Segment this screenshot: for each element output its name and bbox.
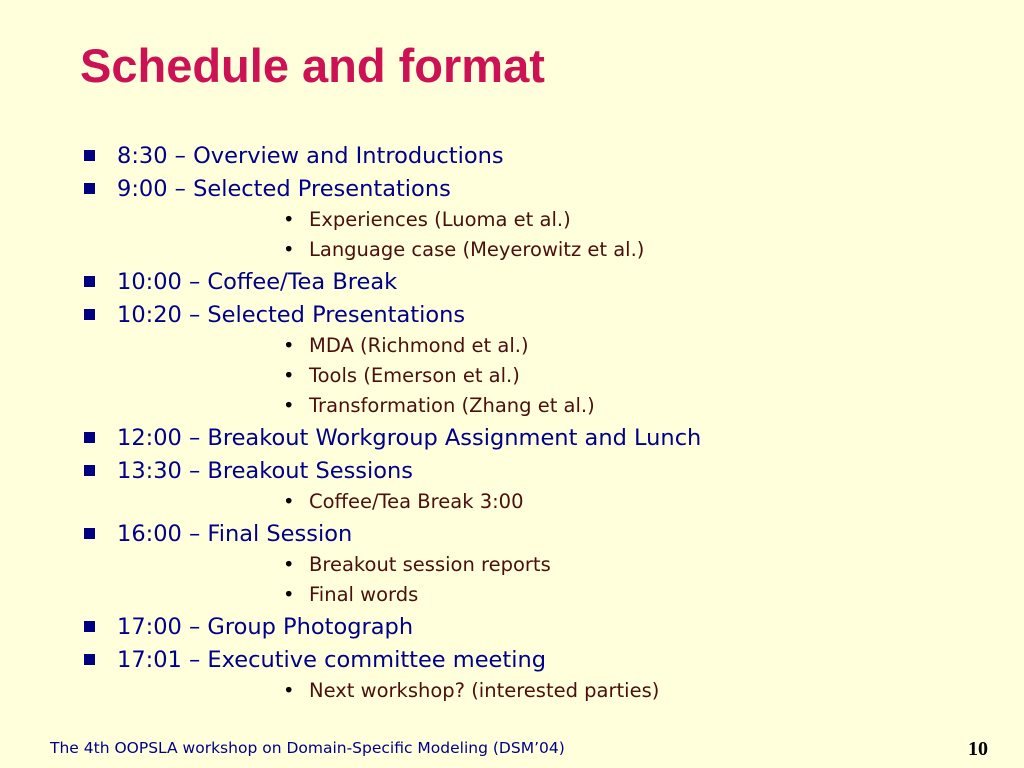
agenda-subitem-text: Final words xyxy=(309,583,419,606)
agenda-item xyxy=(82,173,1002,206)
agenda-item xyxy=(82,455,1002,488)
square-bullet-icon xyxy=(84,654,95,665)
footer-text: The 4th OOPSLA workshop on Domain-Specific Modeling (DSM’04) xyxy=(50,739,565,757)
agenda-item-text: 17:01 – Executive committee meeting xyxy=(117,647,547,673)
agenda-subitem-text: Transformation (Zhang et al.) xyxy=(309,394,595,417)
agenda-item-text: 17:00 – Group Photograph xyxy=(117,614,414,640)
dot-bullet-icon: • xyxy=(283,334,295,357)
agenda-subitem-text: Tools (Emerson et al.) xyxy=(309,364,520,387)
square-bullet-icon xyxy=(84,465,95,476)
dot-bullet-icon: • xyxy=(283,679,295,702)
square-bullet-icon xyxy=(84,621,95,632)
agenda-item xyxy=(82,518,1002,551)
square-bullet-icon xyxy=(84,183,95,194)
agenda-item-text: 13:30 – Breakout Sessions xyxy=(117,458,414,484)
agenda-item-text: 9:00 – Selected Presentations xyxy=(117,176,451,202)
agenda-subitem-text: Coffee/Tea Break 3:00 xyxy=(309,490,524,513)
agenda-subitem-text: Experiences (Luoma et al.) xyxy=(309,208,571,231)
agenda-subitem-text: Breakout session reports xyxy=(309,553,551,576)
dot-bullet-icon: • xyxy=(283,553,295,576)
agenda-item xyxy=(82,422,1002,455)
agenda-subitem-text: Language case (Meyerowitz et al.) xyxy=(309,238,645,261)
agenda-item-text: 16:00 – Final Session xyxy=(117,521,353,547)
dot-bullet-icon: • xyxy=(283,238,295,261)
agenda-subitem xyxy=(82,362,1002,392)
dot-bullet-icon: • xyxy=(283,208,295,231)
agenda-item xyxy=(82,266,1002,299)
agenda-subitem xyxy=(82,677,1002,707)
dot-bullet-icon: • xyxy=(283,583,295,606)
agenda-item-text: 8:30 – Overview and Introductions xyxy=(117,143,504,169)
agenda-item xyxy=(82,299,1002,332)
agenda-subitem xyxy=(82,236,1002,266)
square-bullet-icon xyxy=(84,276,95,287)
agenda-subitem-text: Next workshop? (interested parties) xyxy=(309,679,660,702)
agenda-item xyxy=(82,611,1002,644)
agenda-subitem xyxy=(82,488,1002,518)
square-bullet-icon xyxy=(84,309,95,320)
square-bullet-icon xyxy=(84,432,95,443)
dot-bullet-icon: • xyxy=(283,490,295,513)
agenda-subitem xyxy=(82,206,1002,236)
agenda-item-text: 10:20 – Selected Presentations xyxy=(117,302,466,328)
dot-bullet-icon: • xyxy=(283,394,295,417)
square-bullet-icon xyxy=(84,150,95,161)
agenda-subitem xyxy=(82,581,1002,611)
agenda-subitem xyxy=(82,332,1002,362)
agenda-item-text: 10:00 – Coffee/Tea Break xyxy=(117,269,398,295)
agenda-item xyxy=(82,140,1002,173)
agenda-subitem xyxy=(82,551,1002,581)
page-number: 10 xyxy=(968,738,988,760)
agenda-item-text: 12:00 – Breakout Workgroup Assignment and Lunch xyxy=(117,425,702,451)
agenda-subitem xyxy=(82,392,1002,422)
square-bullet-icon xyxy=(84,528,95,539)
agenda-subitem-text: MDA (Richmond et al.) xyxy=(309,334,529,357)
agenda-item xyxy=(82,644,1002,677)
dot-bullet-icon: • xyxy=(283,364,295,387)
agenda-list xyxy=(82,140,1002,707)
slide-title: Schedule and format xyxy=(80,39,545,92)
